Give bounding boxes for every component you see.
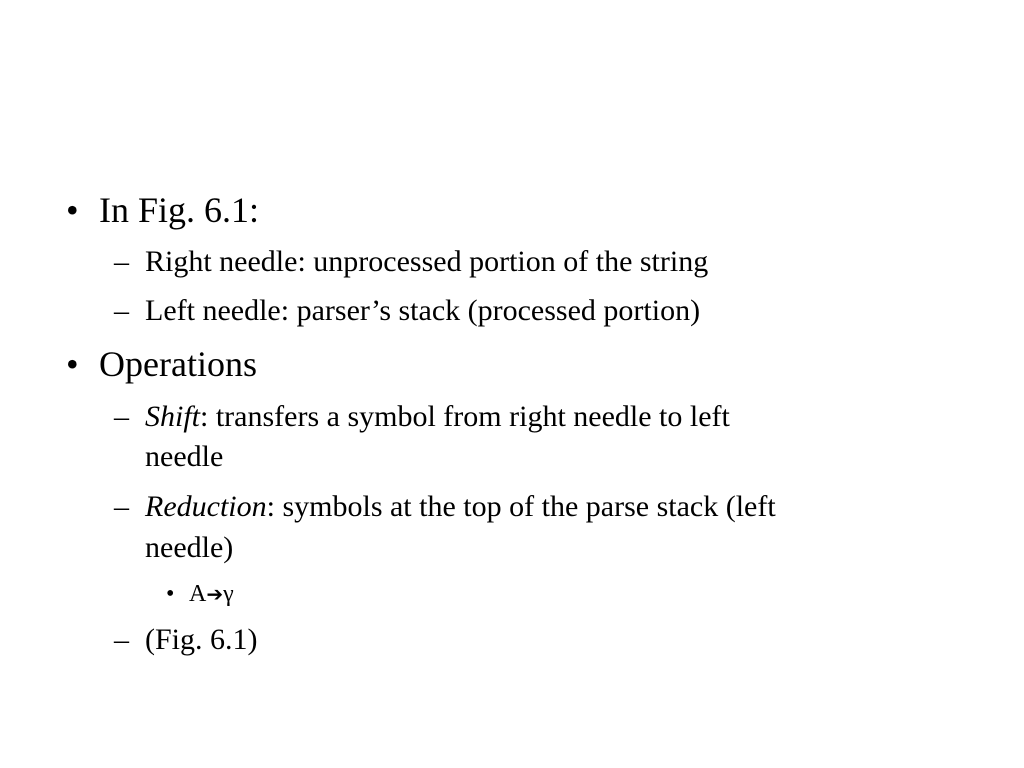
reduction-term: Reduction [145,490,267,523]
sub-bullet-text: Left needle: parser’s stack (processed portion) [145,294,701,327]
sub-bullet-text [145,487,776,527]
bullet-marker: • [166,581,175,607]
sub-bullet-text: (Fig. 6.1) [145,623,258,656]
production-lhs: A [189,581,207,607]
dash-marker: – [114,245,129,278]
dash-marker: – [114,400,129,433]
dash-marker: – [114,490,129,523]
production-rhs: γ [223,581,234,607]
dash-marker: – [114,623,129,656]
continuation-text: needle [145,440,224,473]
shift-term: Shift [145,400,201,433]
dash-marker: – [114,294,129,327]
sub-bullet-text [145,397,730,437]
arrow-icon: ➔ [206,582,224,606]
bullet-marker: • [66,190,79,230]
bullet-text: In Fig. 6.1: [99,190,260,230]
reduction-description: : symbols at the top of the parse stack (left [266,490,776,523]
sub-bullet-text: Right needle: unprocessed portion of the string [145,245,709,278]
bullet-text: Operations [99,344,257,384]
shift-description: : transfers a symbol from right needle to left [200,400,730,433]
bullet-marker: • [66,344,79,384]
continuation-text: needle) [145,531,234,564]
production-rule [189,579,234,609]
